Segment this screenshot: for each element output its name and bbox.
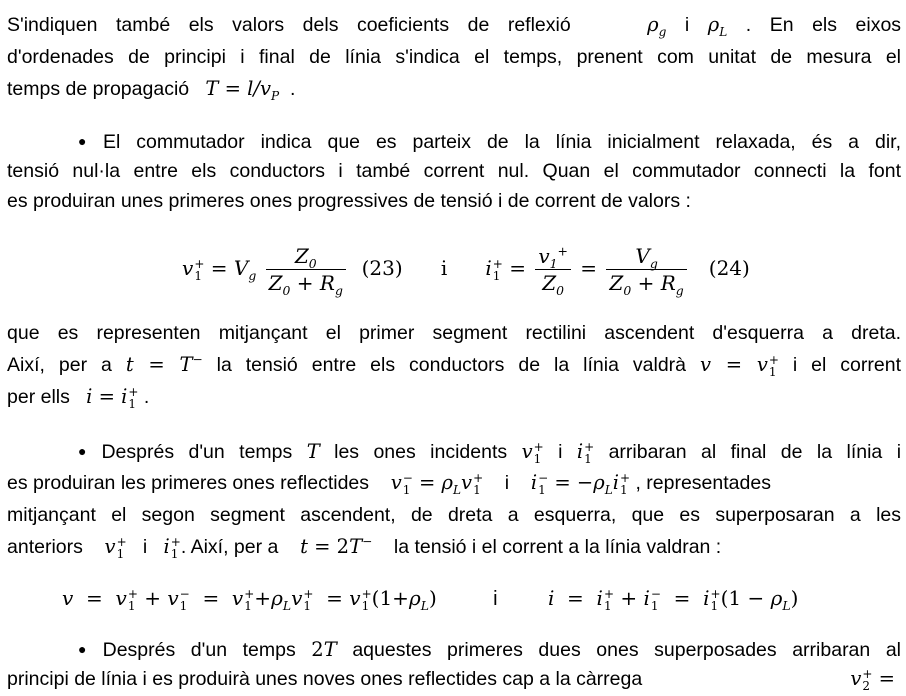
para1-line1: S'indiquen també els valors dels coeficients de reflexió $\rho_g$ i $\rho_L$ . En els eixos	[7, 13, 902, 39]
para2-line1: que es representen mitjançant el primer segment rectilini ascendent d'esquerra a dreta.	[7, 322, 901, 344]
math-i-equals-i1: i = i + 1	[86, 384, 139, 411]
math-t-equals-t-minus: t = T−	[125, 352, 203, 376]
bullet2-line3: mitjançant el segon segment ascendent, de dreta a esquerra, que es superposaran a les	[7, 504, 901, 526]
para1-line3: temps de propagació $T = l/v_P$ .	[7, 77, 296, 103]
equation-superposition: v = v + 1 + v − 1 = v + 1 $+\rho_Lv$ + 1 = v + 1 $(1+\rho_L)$ i i = i + 1 + i − 1 = i + 1 $(1 - \rho_L)$	[62, 586, 799, 613]
math-rho-l: $\rho_L$	[707, 13, 728, 39]
bullet3-line2: principi de línia i es produirà unes noves ones reflectides cap a la càrrega v + 2 =	[7, 664, 901, 694]
math-rho-g: $\rho_g$	[589, 13, 667, 39]
math-v1-plus: v + 1	[521, 439, 544, 466]
bullet2-line2: es produiran les primeres ones reflectides v − 1 = $\rho_Lv$ + 1 i i − 1 = $-\rho_Li$ + 1 , representades	[7, 470, 771, 497]
bullet2-line4: anteriors v + 1 i i + 1 . Així, per a t = 2T− la tensió i el corrent a la línia valdran :	[7, 534, 722, 561]
equation-23-24: v + 1 = $V_g$ $\frac{Z_0}{Z_0 + R_g}$ (23) i i + 1 = $\frac{v_1^+}{Z_0}$ = $\frac{V_g}{Z_0 + R_g}$ (24)	[182, 243, 750, 298]
bullet-icon: ●	[78, 133, 97, 149]
bullet-icon: ●	[78, 443, 96, 459]
bullet-icon: ●	[78, 641, 97, 657]
math-v1-minus: v − 1 = $\rho_Lv$ + 1	[390, 470, 484, 497]
math-t-equals-2t-minus: t = 2T−	[300, 534, 373, 558]
bullet1-line2: tensió nul·la entre els conductors i també corrent nul. Quan el commutador connecti la font	[7, 160, 901, 182]
bullet1-line3: es produiran unes primeres ones progressives de tensió i de corrent de valors :	[7, 190, 691, 212]
math-i1-minus: i − 1 = $-\rho_Li$ + 1	[530, 470, 631, 497]
math-v-equals-v1: v = v + 1	[699, 352, 779, 379]
math-t-equals-l-over-vp: $T = l/v_P$	[205, 77, 280, 103]
bullet2-line1: ● Després d'un temps T les ones incidents v + 1 i i + 1 arribaran al final de la línia i	[78, 439, 902, 466]
math-v2-plus: v + 2 =	[850, 666, 895, 693]
bullet1-line1: ● El commutador indica que es parteix de la línia inicialment relaxada, és a dir,	[78, 131, 901, 153]
para2-line2: Així, per a t = T− la tensió entre els conductors de la línia valdrà v = v + 1 i el corrent	[7, 352, 901, 379]
para1-line2: d'ordenades de principi i final de línia s'indica el temps, prenent com unitat de mesura el	[7, 46, 901, 68]
bullet3-line1: ● Després d'un temps 2T aquestes primeres dues ones superposades arribaran al	[78, 638, 901, 661]
para2-line3: per ells i = i + 1 .	[7, 384, 150, 411]
math-i1-plus: i + 1	[576, 439, 595, 466]
